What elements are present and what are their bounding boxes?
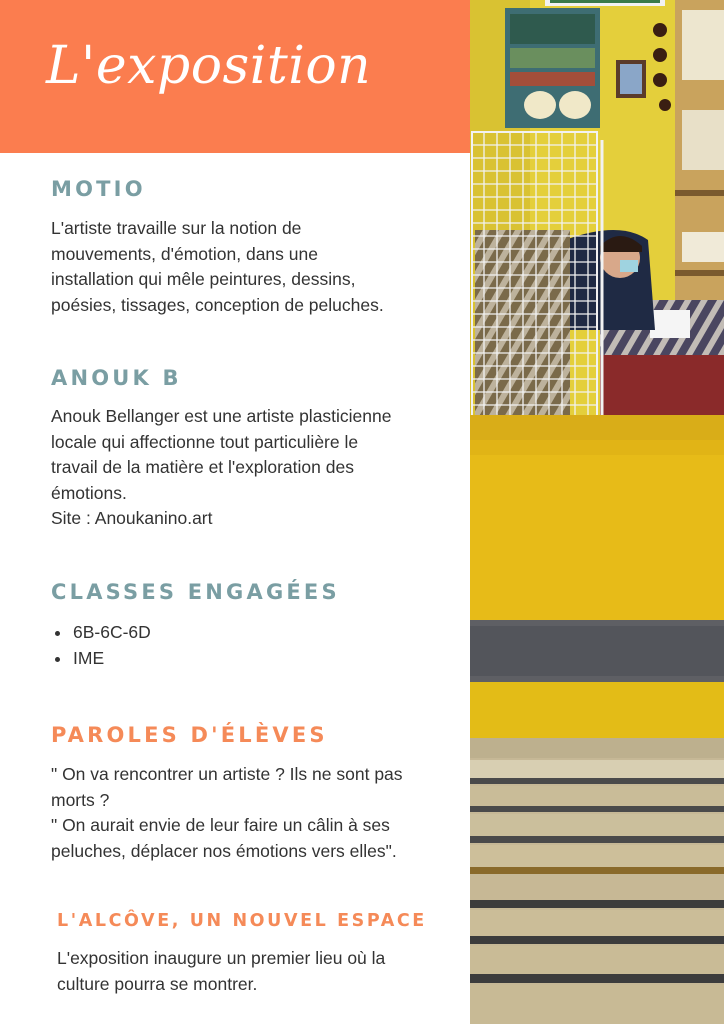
text-line: Anouk Bellanger est une artiste plasticienne (51, 406, 392, 426)
text-line: émotions. (51, 482, 127, 503)
text-line: installation qui mêle peintures, dessins, (51, 269, 356, 289)
section-body-anouk (51, 404, 392, 532)
list-item: 6B-6C-6D (51, 620, 151, 646)
exhibition-photo (470, 0, 724, 1024)
section-body-paroles (51, 762, 403, 864)
text-line: L'artiste travaille sur la notion de (51, 218, 302, 238)
text-line: morts ? (51, 789, 110, 810)
text-line: peluches, déplacer nos émotions vers elles". (51, 840, 397, 861)
photo-illustration (470, 0, 724, 1024)
stair-steps (470, 738, 724, 1024)
section-title-anouk: ANOUK B (51, 366, 182, 390)
text-line: culture pourra se montrer. (57, 973, 258, 994)
text-line: travail de la matière et l'exploration des (51, 457, 354, 477)
classes-list (51, 620, 151, 671)
text-line: locale qui affectionne tout particulière le (51, 431, 359, 452)
section-body-motio (51, 216, 384, 318)
text-line: poésies, tissages, conception de peluches. (51, 294, 384, 315)
page-title: L'exposition (46, 36, 372, 96)
text-line: L'exposition inaugure un premier lieu où la (57, 948, 386, 968)
text-line: " On va rencontrer un artiste ? Ils ne sont pas (51, 764, 403, 784)
section-title-alcove: L'ALCÔVE, UN NOUVEL ESPACE (57, 911, 427, 931)
list-item: IME (51, 646, 151, 672)
header-banner (0, 0, 470, 153)
text-line: mouvements, d'émotion, dans une (51, 243, 318, 264)
section-title-motio: MOTIO (51, 177, 146, 201)
section-title-classes: CLASSES ENGAGÉES (51, 580, 340, 604)
text-line: " On aurait envie de leur faire un câlin à ses (51, 815, 390, 835)
section-body-alcove (57, 946, 385, 997)
website-line: Site : Anoukanino.art (51, 508, 213, 528)
section-title-paroles: PAROLES D'ÉLÈVES (51, 723, 328, 747)
